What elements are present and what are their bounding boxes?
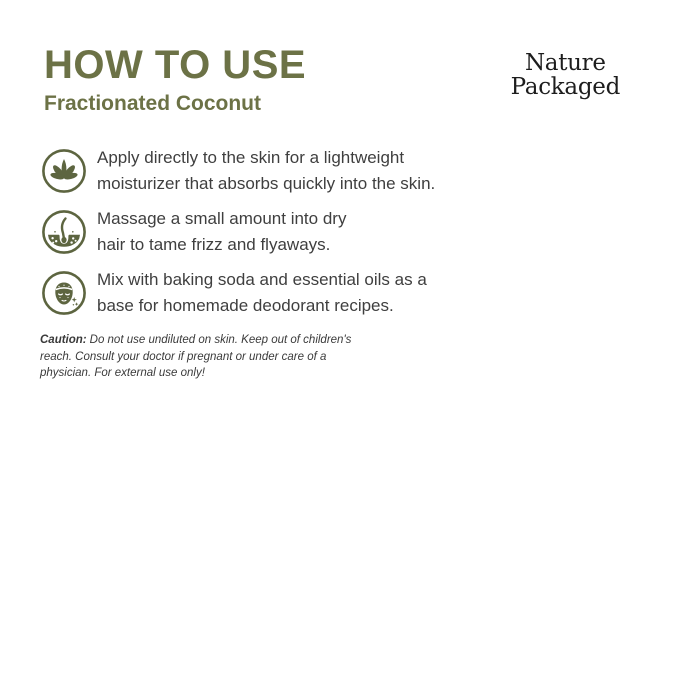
caution-label: Caution: [40,334,87,346]
step-text [97,145,435,197]
usage-steps [40,145,435,328]
usage-step-deodorant [40,267,435,319]
face-mask-icon [40,269,88,317]
page-subtitle: Fractionated Coconut [44,92,262,115]
usage-step-skin [40,145,435,197]
brand-name-line2: Packaged [510,74,620,100]
caution-text: Do not use undiluted on skin. Keep out of children's reach. Consult your doctor if pregnant or under care of a physician. For external use only! [40,334,352,379]
brand-logo [511,51,620,99]
page-title: HOW TO USE [44,43,307,87]
step-line: hair to tame frizz and flyaways. [97,235,331,254]
step-line: Massage a small amount into dry [97,209,347,228]
hair-follicle-icon [40,208,88,256]
step-text [97,206,346,258]
usage-step-hair [40,206,435,258]
step-line: base for homemade deodorant recipes. [97,296,394,315]
step-line: Mix with baking soda and essential oils as a [97,270,427,289]
brand-name-line1: Nature [524,50,606,76]
lotus-icon [40,147,88,195]
step-line: Apply directly to the skin for a lightweight [97,148,405,167]
caution-note [40,332,362,382]
header [44,44,306,116]
step-line: moisturizer that absorbs quickly into the skin. [97,174,436,193]
step-text [97,267,427,319]
